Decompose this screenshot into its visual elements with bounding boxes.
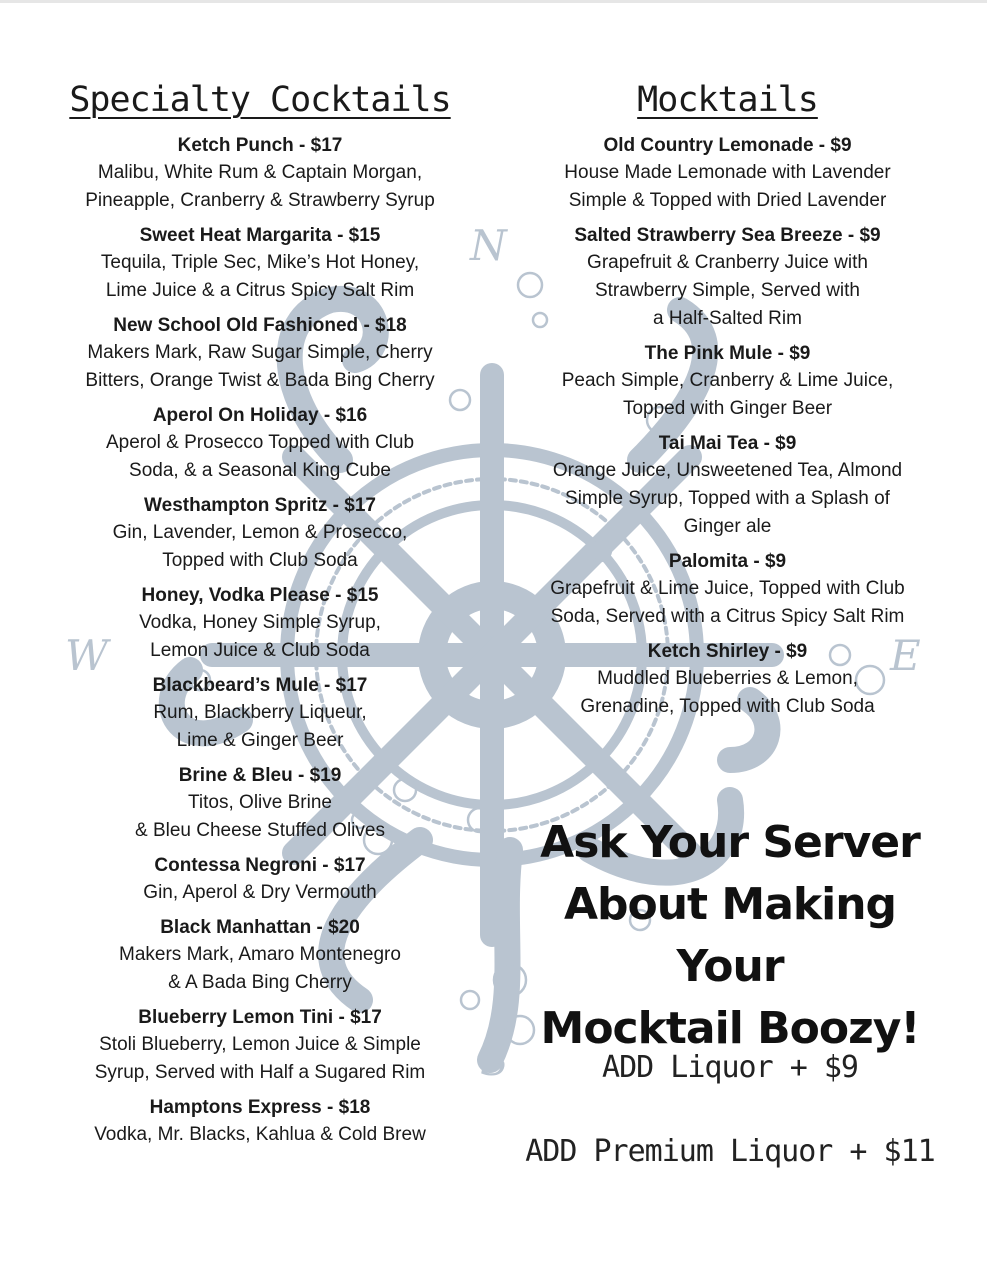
menu-item-description: Grapefruit & Lime Juice, Topped with Club Soda, Served with a Citrus Spicy Salt Rim: [550, 578, 905, 627]
menu-item-description: Vodka, Mr. Blacks, Kahlua & Cold Brew: [94, 1124, 426, 1145]
menu-item-description: Grapefruit & Cranberry Juice with Strawberry Simple, Served with a Half-Salted Rim: [587, 252, 868, 329]
compass-e: E: [890, 631, 921, 680]
menu-item: [45, 492, 475, 575]
promo-line-3: Mocktail Boozy!: [540, 1003, 920, 1054]
menu-item: [45, 402, 475, 485]
menu-item-name: Ketch Shirley - $9: [647, 641, 808, 662]
menu-item: [45, 582, 475, 665]
menu-item-name: Tai Mai Tea - $9: [658, 433, 797, 454]
menu-item-description: Makers Mark, Raw Sugar Simple, Cherry Bitters, Orange Twist & Bada Bing Cherry: [85, 342, 435, 391]
menu-item-description: Peach Simple, Cranberry & Lime Juice, Topped with Ginger Beer: [561, 370, 894, 419]
menu-item-description: Malibu, White Rum & Captain Morgan, Pineapple, Cranberry & Strawberry Syrup: [85, 162, 435, 211]
menu-item-name: The Pink Mule - $9: [644, 343, 811, 364]
menu-item-name: Sweet Heat Margarita - $15: [139, 225, 381, 246]
menu-item-name: Blueberry Lemon Tini - $17: [138, 1007, 382, 1028]
menu-item-description: Titos, Olive Brine & Bleu Cheese Stuffed Olives: [135, 792, 385, 841]
menu-item-description: Rum, Blackberry Liqueur, Lime & Ginger Beer: [153, 702, 367, 751]
menu-item-description: House Made Lemonade with Lavender Simple & Topped with Dried Lavender: [564, 162, 891, 211]
menu-item: [45, 852, 475, 907]
compass-n: N: [470, 221, 507, 270]
menu-item-description: Stoli Blueberry, Lemon Juice & Simple Syrup, Served with Half a Sugared Rim: [94, 1034, 426, 1083]
menu-item-name: Old Country Lemonade - $9: [603, 135, 852, 156]
menu-item: [45, 1094, 475, 1149]
menu-item-name: Aperol On Holiday - $16: [152, 405, 368, 426]
menu-item-description: Orange Juice, Unsweetened Tea, Almond Simple Syrup, Topped with a Splash of Ginger ale: [552, 460, 903, 537]
menu-item: [515, 222, 940, 333]
menu-item-name: Westhampton Spritz - $17: [144, 495, 376, 516]
menu-item: [515, 132, 940, 215]
mocktails-title: Mocktails: [637, 80, 818, 120]
menu-item-name: Salted Strawberry Sea Breeze - $9: [574, 225, 881, 246]
menu-item-name: Blackbeard’s Mule - $17: [152, 675, 368, 696]
menu-item-name: Hamptons Express - $18: [149, 1097, 371, 1118]
menu-item-name: Contessa Negroni - $17: [154, 855, 366, 876]
add-liquor-price: ADD Liquor + $9: [602, 1050, 858, 1085]
menu-item-description: Makers Mark, Amaro Montenegro & A Bada Bing Cherry: [119, 944, 401, 993]
menu-item-name: Honey, Vodka Please - $15: [141, 585, 379, 606]
menu-item-description: Gin, Lavender, Lemon & Prosecco, Topped with Club Soda: [112, 522, 408, 571]
menu-item-name: New School Old Fashioned - $18: [113, 315, 407, 336]
menu-item: [515, 638, 940, 721]
menu-item-name: Brine & Bleu - $19: [178, 765, 342, 786]
menu-item: [45, 312, 475, 395]
menu-item: [45, 1004, 475, 1087]
menu-item: [45, 132, 475, 215]
cocktail-list: [45, 132, 475, 1149]
mocktails-column: [515, 80, 940, 728]
menu-item-description: Muddled Blueberries & Lemon, Grenadine, Topped with Club Soda: [580, 668, 875, 717]
menu-item-name: Palomita - $9: [668, 551, 787, 572]
promo-line-2: About Making Your: [563, 879, 897, 992]
menu-item-name: Black Manhattan - $20: [160, 917, 360, 938]
menu-item: [515, 340, 940, 423]
compass-s: S: [480, 1036, 509, 1085]
menu-item: [45, 762, 475, 845]
cocktails-title: Specialty Cocktails: [69, 80, 451, 120]
add-premium-liquor-price: ADD Premium Liquor + $11: [525, 1134, 935, 1169]
menu-item-description: Gin, Aperol & Dry Vermouth: [143, 882, 377, 903]
cocktails-column: [45, 80, 475, 1156]
menu-item: [515, 548, 940, 631]
menu-item-description: Aperol & Prosecco Topped with Club Soda, & a Seasonal King Cube: [105, 432, 415, 481]
top-border: [0, 0, 987, 3]
menu-item-description: Tequila, Triple Sec, Mike’s Hot Honey, Lime Juice & a Citrus Spicy Salt Rim: [100, 252, 420, 301]
menu-item: [45, 672, 475, 755]
menu-item: [515, 430, 940, 541]
menu-item-description: Vodka, Honey Simple Syrup, Lemon Juice & Club Soda: [139, 612, 381, 661]
menu-item-name: Ketch Punch - $17: [177, 135, 343, 156]
compass-w: W: [65, 631, 109, 680]
promo-line-1: Ask Your Server: [540, 817, 920, 868]
mocktail-list: [515, 132, 940, 721]
menu-item: [45, 914, 475, 997]
menu-item: [45, 222, 475, 305]
boozy-promo: [520, 812, 940, 1060]
